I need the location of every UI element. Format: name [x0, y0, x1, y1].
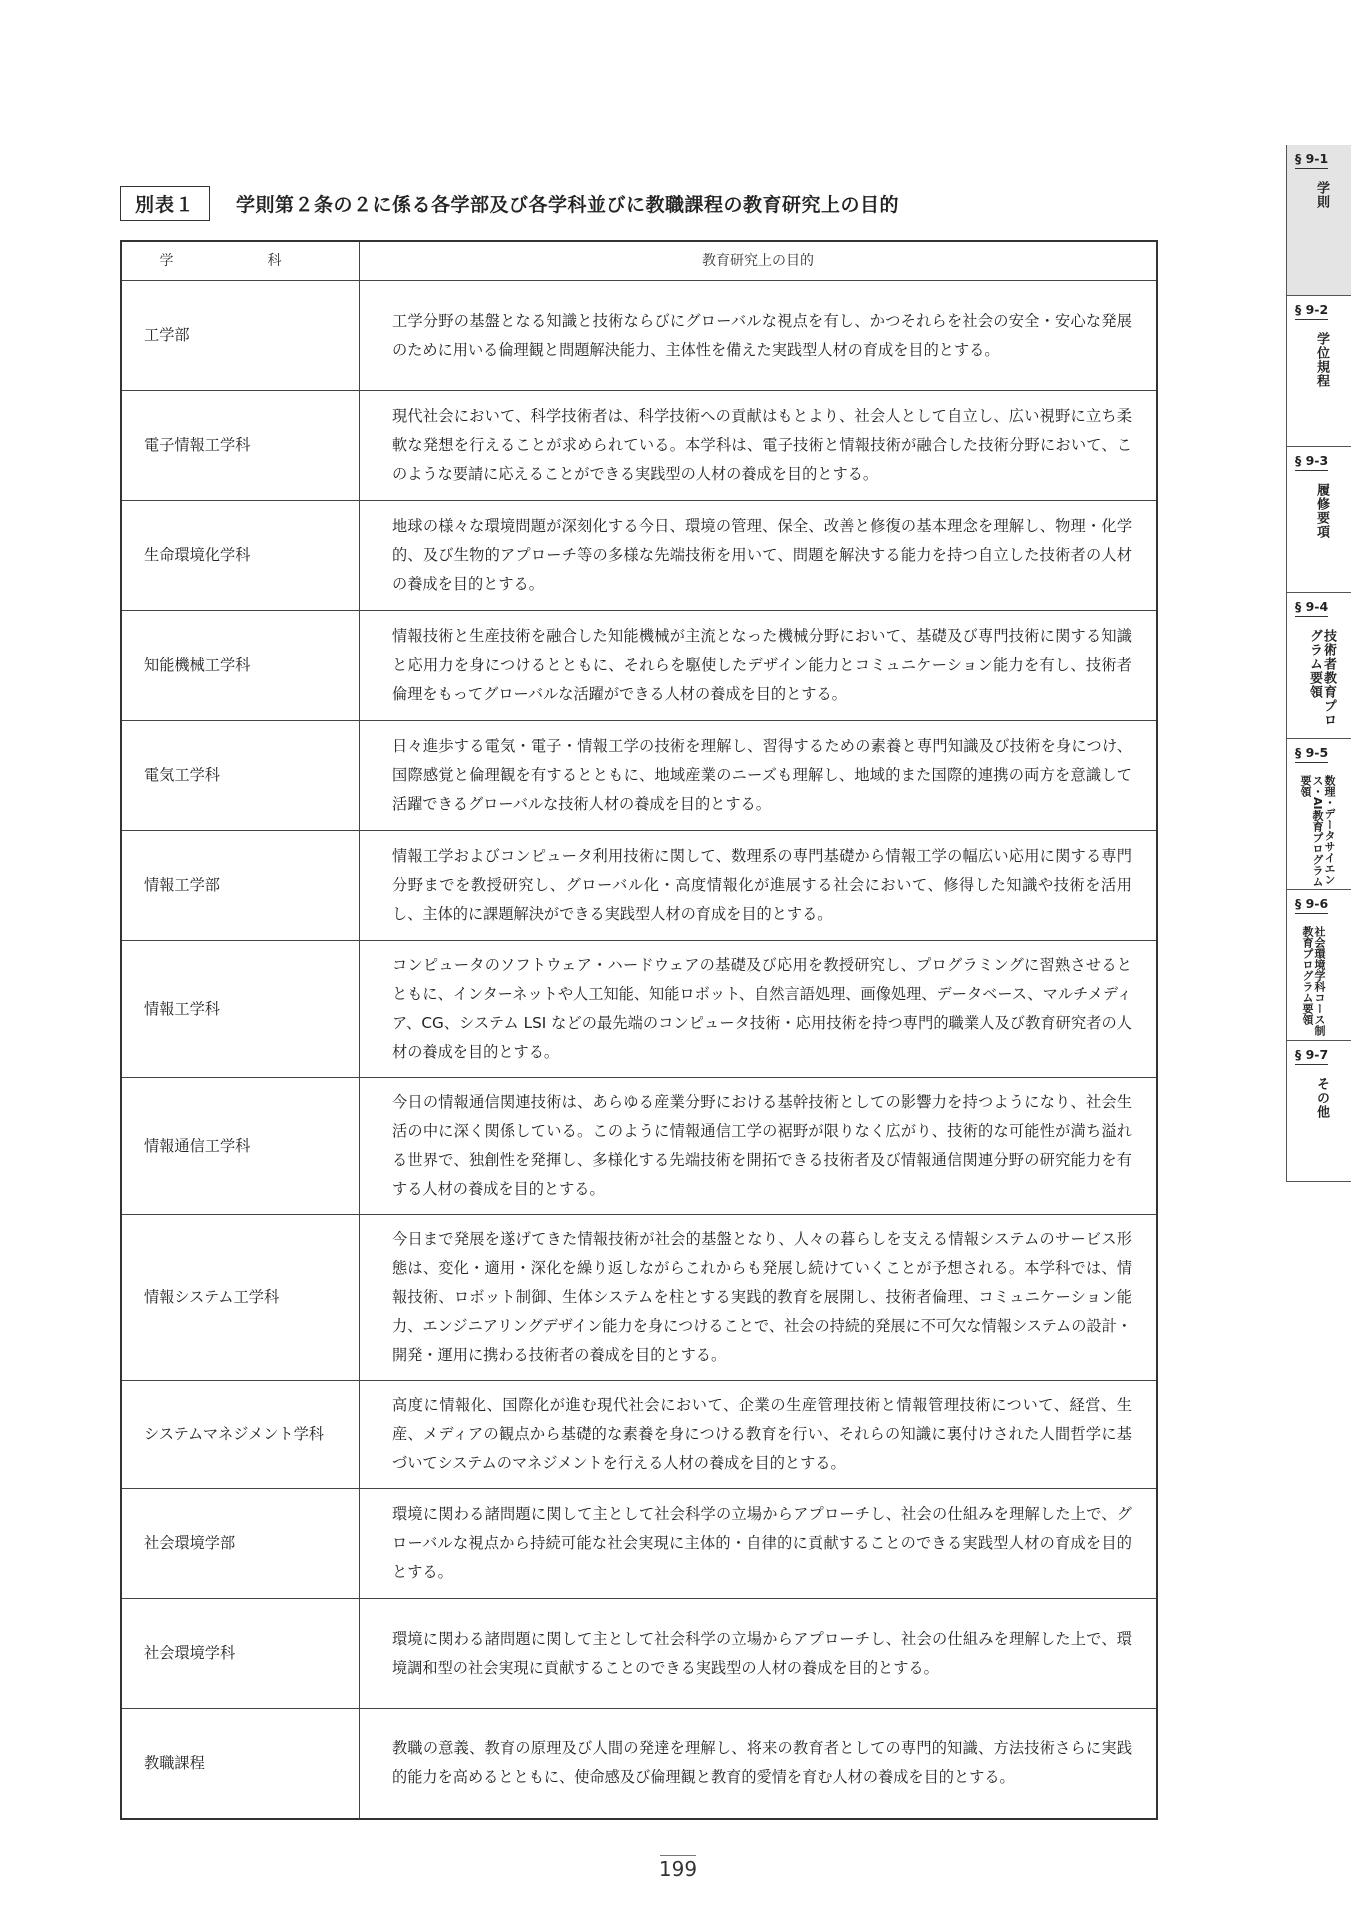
department-name: システムマネジメント学科 [121, 1381, 360, 1489]
table-row [121, 721, 1157, 831]
table-label: 別表１ [120, 186, 210, 221]
department-name: 情報工学部 [121, 831, 360, 941]
page-title: 学則第２条の２に係る各学部及び各学科並びに教職課程の教育研究上の目的 [236, 193, 900, 216]
department-name: 生命環境化学科 [121, 501, 360, 611]
table-row [121, 611, 1157, 721]
purpose-text: 環境に関わる諸問題に関して主として社会科学の立場からアプローチし、社会の仕組みを理解した上で、環境調和型の社会実現に貢献することのできる実践型の人材の養成を目的とする。 [360, 1599, 1158, 1709]
sidebar-tab-9-7[interactable] [1286, 1041, 1351, 1182]
tab-label: その他 [1314, 1077, 1329, 1119]
tab-label: 学位規程 [1314, 332, 1329, 388]
column-header-purpose: 教育研究上の目的 [360, 241, 1158, 281]
sidebar-tab-9-4[interactable] [1286, 593, 1351, 739]
page-number: 199 [658, 1857, 698, 1881]
column-header-department: 学 科 [121, 241, 360, 281]
purpose-text: 現代社会において、科学技術者は、科学技術への貢献はもとより、社会人として自立し、広い視野に立ち柔軟な発想を行えることが求められている。本学科は、電子技術と情報技術が融合した技術分野において、このような要請に応えることができる実践型の人材の養成を目的とする。 [360, 391, 1158, 501]
purpose-text: 工学分野の基盤となる知識と技術ならびにグローバルな視点を有し、かつそれらを社会の安全・安心な発展のために用いる倫理観と問題解決能力、主体性を備えた実践型人材の育成を目的とする。 [360, 281, 1158, 391]
purpose-text: 今日まで発展を遂げてきた情報技術が社会的基盤となり、人々の暮らしを支える情報システムのサービス形態は、変化・適用・深化を繰り返しながらこれからも発展し続けていくことが予想される。本学科では、情報技術、ロボット制御、生体システムを柱とする実践的教育を展開し、技術者倫理、コミュニケーション能力、エンジニアリングデザイン能力を身につけることで、社会の持続的発展に不可欠な情報システムの設計・開発・運用に携わる技術者の養成を目的とする。 [360, 1215, 1158, 1381]
department-name: 社会環境学部 [121, 1489, 360, 1599]
section-index-sidebar [1286, 145, 1351, 1182]
department-name: 電気工学科 [121, 721, 360, 831]
sidebar-tab-9-1[interactable] [1286, 145, 1351, 296]
table-row [121, 391, 1157, 501]
sidebar-tab-9-2[interactable] [1286, 296, 1351, 447]
sidebar-tab-9-5[interactable] [1286, 739, 1351, 890]
table-row [121, 1489, 1157, 1599]
sidebar-tab-9-6[interactable] [1286, 890, 1351, 1041]
department-name: 教職課程 [121, 1709, 360, 1819]
table-row [121, 831, 1157, 941]
table-title-row [120, 186, 899, 220]
table-row [121, 281, 1157, 391]
table-row [121, 941, 1157, 1078]
purpose-text: 情報技術と生産技術を融合した知能機械が主流となった機械分野において、基礎及び専門技術に関する知識と応用力を身につけるとともに、それらを駆使したデザイン能力とコミュニケーション能力を有し、技術者倫理をもってグローバルな活躍ができる人材の養成を目的とする。 [360, 611, 1158, 721]
table-row [121, 1709, 1157, 1819]
tab-number: § 9-5 [1295, 745, 1328, 763]
department-name: 工学部 [121, 281, 360, 391]
table-row [121, 501, 1157, 611]
table-row [121, 1599, 1157, 1709]
tab-label: 技術者教育プログラム要領 [1307, 629, 1336, 727]
page-number-rule [660, 1855, 696, 1856]
tab-label: 数理・データサイエンス・AI教育プログラム要領 [1299, 775, 1336, 887]
tab-label: 社会環境学科コース制教育プログラム要領 [1301, 926, 1326, 1036]
purpose-text: 今日の情報通信関連技術は、あらゆる産業分野における基幹技術としての影響力を持つようになり、社会生活の中に深く関係している。このように情報通信工学の裾野が限りなく広がり、技術的な可能性が満ち溢れる世界で、独創性を発揮し、多様化する先端技術を開拓できる技術者及び情報通信関連分野の研究能力を有する人材の養成を目的とする。 [360, 1078, 1158, 1215]
department-name: 情報工学科 [121, 941, 360, 1078]
purpose-text: 高度に情報化、国際化が進む現代社会において、企業の生産管理技術と情報管理技術について、経営、生産、メディアの観点から基礎的な素養を身につける教育を行い、それらの知識に裏付けされた人間哲学に基づいてシステムのマネジメントを行える人材の養成を目的とする。 [360, 1381, 1158, 1489]
department-name: 情報システム工学科 [121, 1215, 360, 1381]
table-row [121, 1215, 1157, 1381]
tab-number: § 9-4 [1295, 599, 1328, 617]
department-name: 情報通信工学科 [121, 1078, 360, 1215]
purpose-text: 情報工学およびコンピュータ利用技術に関して、数理系の専門基礎から情報工学の幅広い応用に関する専門分野までを教授研究し、グローバル化・高度情報化が進展する社会において、修得した知識や技術を活用し、主体的に課題解決ができる実践型人材の育成を目的とする。 [360, 831, 1158, 941]
department-name: 電子情報工学科 [121, 391, 360, 501]
tab-number: § 9-2 [1295, 302, 1328, 320]
purpose-text: コンピュータのソフトウェア・ハードウェアの基礎及び応用を教授研究し、プログラミングに習熟させるとともに、インターネットや人工知能、知能ロボット、自然言語処理、画像処理、データベース、マルチメディア、CG、システム LSI などの最先端のコンピュータ技術・応用技術を持つ専門的職業人及び教育研究者の人材の養成を目的とする。 [360, 941, 1158, 1078]
tab-number: § 9-1 [1295, 151, 1328, 169]
sidebar-tab-9-3[interactable] [1286, 447, 1351, 593]
tab-label: 学則 [1314, 181, 1329, 209]
purpose-text: 環境に関わる諸問題に関して主として社会科学の立場からアプローチし、社会の仕組みを理解した上で、グローバルな視点から持続可能な社会実現に主体的・自律的に貢献することのできる実践型人材の育成を目的とする。 [360, 1489, 1158, 1599]
tab-label: 履修要項 [1314, 483, 1329, 539]
table-row [121, 1078, 1157, 1215]
purpose-table [120, 240, 1158, 1820]
department-name: 社会環境学科 [121, 1599, 360, 1709]
tab-number: § 9-3 [1295, 453, 1328, 471]
purpose-text: 地球の様々な環境問題が深刻化する今日、環境の管理、保全、改善と修復の基本理念を理解し、物理・化学的、及び生物的アプローチ等の多様な先端技術を用いて、問題を解決する能力を持つ自立した技術者の人材の養成を目的とする。 [360, 501, 1158, 611]
table-header-row [121, 241, 1157, 281]
purpose-text: 日々進歩する電気・電子・情報工学の技術を理解し、習得するための素養と専門知識及び技術を身につけ、国際感覚と倫理観を有するとともに、地域産業のニーズも理解し、地域的また国際的連携の両方を意識して活躍できるグローバルな技術人材の養成を目的とする。 [360, 721, 1158, 831]
tab-number: § 9-6 [1295, 896, 1328, 914]
tab-number: § 9-7 [1295, 1047, 1328, 1065]
purpose-text: 教職の意義、教育の原理及び人間の発達を理解し、将来の教育者としての専門的知識、方法技術さらに実践的能力を高めるとともに、使命感及び倫理観と教育的愛情を育む人材の養成を目的とする。 [360, 1709, 1158, 1819]
table-row [121, 1381, 1157, 1489]
department-name: 知能機械工学科 [121, 611, 360, 721]
